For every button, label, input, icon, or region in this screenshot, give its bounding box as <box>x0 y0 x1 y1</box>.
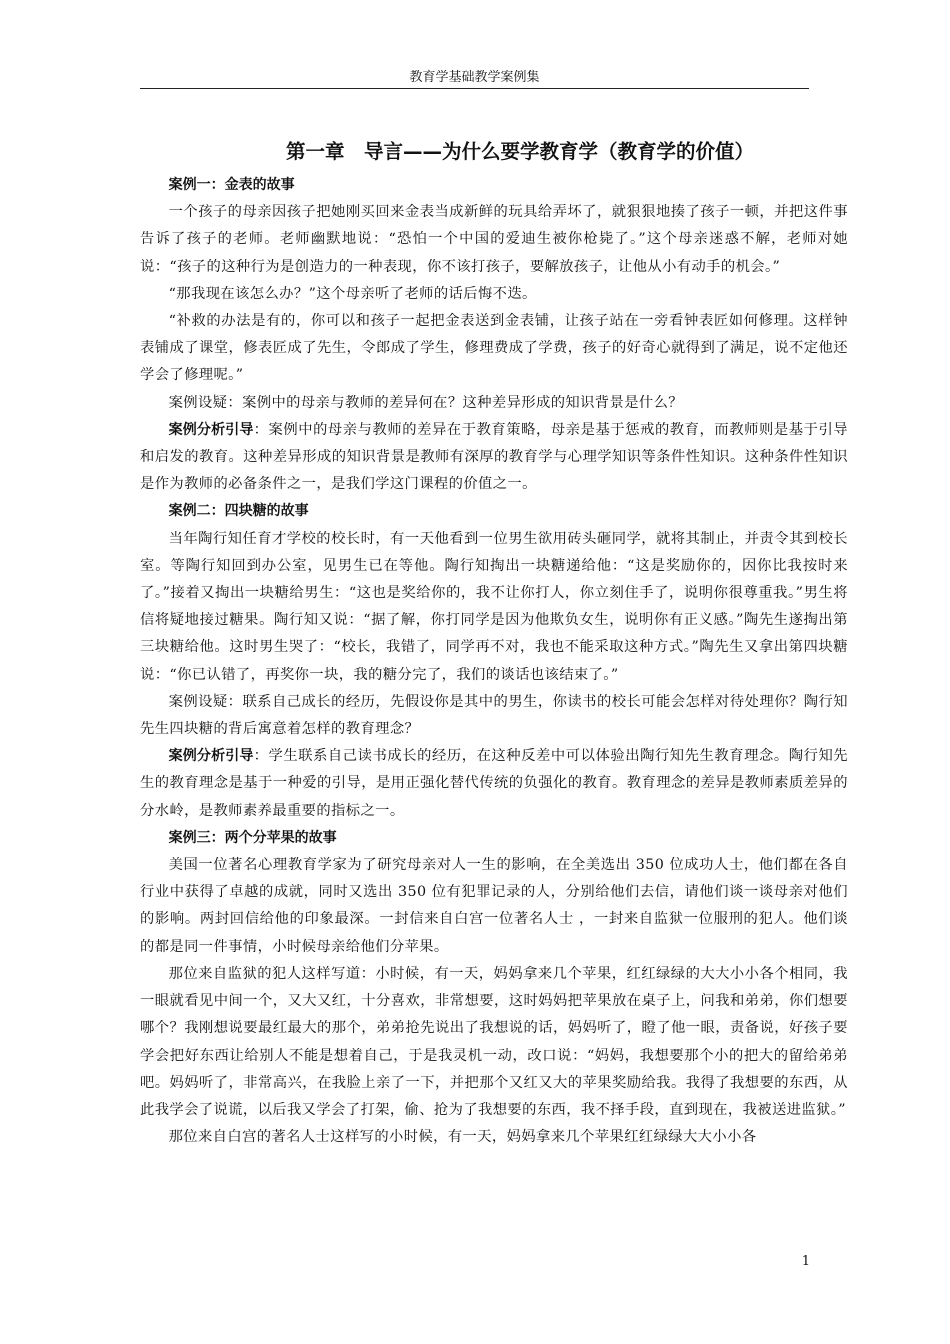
case1-paragraph-3: “补救的办法是有的，你可以和孩子一起把金表送到金表铺，让孩子站在一旁看钟表匠如何修理。这样钟表铺成了课堂，修表匠成了先生，令郎成了学生，修理费成了学费，孩子的好奇心就得到了满足，说不定他还学会了修理呢。” <box>140 313 848 384</box>
case2-analysis <box>140 743 848 825</box>
running-header: 教育学基础教学案例集 <box>409 70 540 85</box>
header-rule <box>140 88 809 89</box>
case1-paragraph-1: 一个孩子的母亲因孩子把她刚买回来金表当成新鲜的玩具给弄坏了，就狠狠地揍了孩子一顿，并把这件事告诉了孩子的老师。老师幽默地说：“恐怕一个中国的爱迪生被你枪毙了。”这个母亲迷惑不解，老师对她说：“孩子的这种行为是创造力的一种表现，你不该打孩子，要解放孩子，让他从小有动手的机会。” <box>140 204 848 275</box>
case1-paragraph-2: “那我现在该怎么办？”这个母亲听了老师的话后悔不迭。 <box>168 285 537 302</box>
chapter-title: 第一章 导言——为什么要学教育学（教育学的价值） <box>285 140 754 163</box>
case3-heading: 案例三：两个分苹果的故事 <box>168 829 337 846</box>
case2-question: 案例设疑：联系自己成长的经历，先假设你是其中的男生，你读书的校长可能会怎样对待处理你？陶行知先生四块糖的背后寓意着怎样的教育理念？ <box>140 693 848 738</box>
case2-analysis-label: 案例分析引导 <box>168 748 254 765</box>
page-number: 1 <box>801 1254 810 1269</box>
case1-analysis-label: 案例分析引导 <box>168 421 254 438</box>
case1-analysis-text: ：案例中的母亲与教师的差异在于教育策略，母亲是基于惩戒的教育，而教师则是基于引导和启发的教育。这种差异形成的知识背景是教师有深厚的教育学与心理学知识等条件性知识。这种条件性知识是作为教师的必备条件之一，是我们学这门课程的价值之一。 <box>140 421 849 493</box>
case2-paragraph-1: 当年陶行知任育才学校的校长时，有一天他看到一位男生欲用砖头砸同学，就将其制止，并责令其到校长室。等陶行知回到办公室，见男生已在等他。陶行知掏出一块糖递给他：“这是奖励你的，因你比我按时来了。”接着又掏出一块糖给男生：“这也是奖给你的，我不让你打人，你立刻住手了，说明你很尊重我。”男生将信将疑地接过糖果。陶行知又说：“据了解，你打同学是因为他欺负女生，说明你有正义感。”陶先生遂掏出第三块糖给他。这时男生哭了：“校长，我错了，同学再不对，我也不能采取这种方式。”陶先生又拿出第四块糖说：“你已认错了，再奖你一块，我的糖分完了，我们的谈话也该结束了。” <box>140 530 848 683</box>
case2-heading: 案例二：四块糖的故事 <box>168 503 309 520</box>
case1-analysis <box>140 417 848 499</box>
case3-paragraph-3: 那位来自白宫的著名人士这样写的小时候，有一天，妈妈拿来几个苹果红红绿绿大大小小各 <box>168 1129 757 1146</box>
case3-paragraph-2: 那位来自监狱的犯人这样写道：小时候，有一天，妈妈拿来几个苹果，红红绿绿的大大小小各个相同，我一眼就看见中间一个，又大又红，十分喜欢，非常想要，这时妈妈把苹果放在桌子上，问我和弟弟，你们想要哪个？我刚想说要最红最大的那个，弟弟抢先说出了我想说的话，妈妈听了，瞪了他一眼，责备说，好孩子要学会把好东西让给别人不能是想着自己，于是我灵机一动，改口说：“妈妈，我想要那个小的把大的留给弟弟吧。妈妈听了，非常高兴，在我脸上亲了一下，并把那个又红又大的苹果奖励给我。我得了我想要的东西，从此我学会了说谎，以后我又学会了打架，偷、抢为了我想要的东西，我不择手段，直到现在，我被送进监狱。” <box>140 965 848 1118</box>
case3-paragraph-1: 美国一位著名心理教育学家为了研究母亲对人一生的影响，在全美选出 350 位成功人士，他们都在各自行业中获得了卓越的成就，同时又选出 350 位有犯罪记录的人，分别给他们去信，请他们谈一谈母亲对他们的影响。两封回信给他的印象最深。一封信来自白宫一位著名人士 ，一封来自监狱一位服刑的犯人。他们谈的都是同一件事情，小时候母亲给他们分苹果。 <box>140 857 848 955</box>
case1-heading: 案例一：金表的故事 <box>168 177 295 193</box>
document-body <box>140 172 848 1151</box>
case1-question: 案例设疑：案例中的母亲与教师的差异何在？这种差异形成的知识背景是什么？ <box>168 394 683 411</box>
case2-analysis-text: ：学生联系自己读书成长的经历，在这种反差中可以体验出陶行知先生教育理念。陶行知先生的教育理念是基于一种爱的引导，是用正强化替代传统的负强化的教育。教育理念的差异是教师素质差异的分水岭，是教师素养最重要的指标之一。 <box>140 748 849 819</box>
